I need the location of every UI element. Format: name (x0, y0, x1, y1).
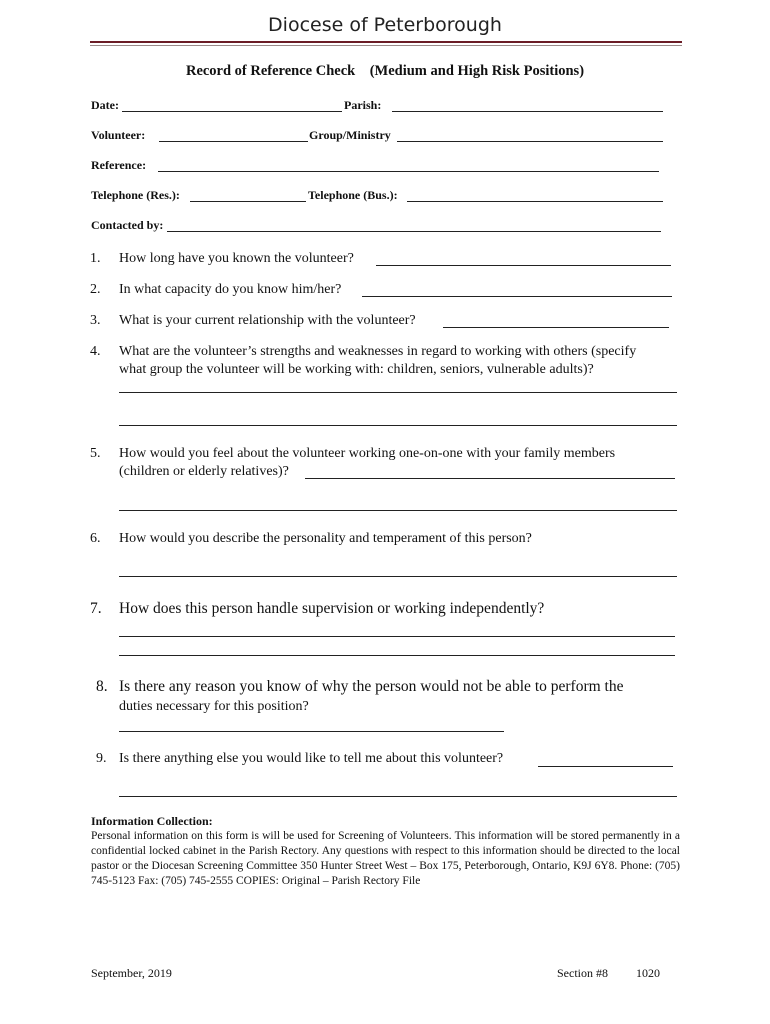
footer-section: Section #8 (557, 966, 608, 980)
answer-line[interactable] (119, 731, 504, 732)
question-number: 4. (90, 344, 101, 359)
reference-label: Reference: (91, 158, 147, 172)
question-text: Is there anything else you would like to tell me about this volunteer? (119, 751, 504, 766)
question-text: How would you feel about the volunteer working one-on-one with your family members (119, 446, 616, 461)
answer-line[interactable] (443, 327, 669, 328)
question-text: Is there any reason you know of why the person would not be able to perform the (119, 678, 624, 695)
date-label: Date: (91, 98, 119, 112)
question-number: 8. (96, 678, 108, 695)
question-text: In what capacity do you know him/her? (119, 282, 342, 297)
answer-line[interactable] (119, 392, 677, 393)
information-collection-text: Personal information on this form is will be used for Screening of Volunteers. This information will be stored permanently in a confidential locked cabinet in the Parish Rectory. Any questions with respect to this information should be directed to the local pastor or the Diocesan Screening Committee 350 Hunter Street West – Box 175, Peterborough, Ontario, K9J 6Y8. Phone: (705) 745-5123 Fax: (705) 745-2555 COPIES: Original – Parish Rectory File (91, 830, 680, 887)
telephone-bus-label: Telephone (Bus.): (308, 188, 398, 202)
footer-page-number: 1020 (636, 966, 660, 980)
date-field[interactable] (122, 111, 342, 112)
header-rule-shadow (90, 45, 682, 46)
question-text: How long have you known the volunteer? (119, 251, 354, 266)
answer-line[interactable] (362, 296, 672, 297)
question-text: What are the volunteer’s strengths and weaknesses in regard to working with others (specify (119, 344, 637, 359)
parish-field[interactable] (392, 111, 663, 112)
answer-line[interactable] (119, 796, 677, 797)
answer-line[interactable] (119, 636, 675, 637)
header-rule (90, 41, 682, 43)
question-text-continued: (children or elderly relatives)? (119, 464, 289, 479)
telephone-res-field[interactable] (190, 201, 306, 202)
question-text: How would you describe the personality and temperament of this person? (119, 531, 532, 546)
information-collection-heading: Information Collection: (91, 814, 213, 828)
question-text: How does this person handle supervision or working independently? (119, 600, 545, 617)
answer-line[interactable] (119, 510, 677, 511)
answer-line[interactable] (538, 766, 673, 767)
question-number: 2. (90, 282, 101, 297)
telephone-bus-field[interactable] (407, 201, 663, 202)
parish-label: Parish: (344, 98, 382, 112)
group-ministry-field[interactable] (397, 141, 663, 142)
answer-line[interactable] (305, 478, 675, 479)
volunteer-label: Volunteer: (91, 128, 146, 142)
question-number: 6. (90, 531, 101, 546)
question-number: 9. (96, 751, 107, 766)
answer-line[interactable] (376, 265, 671, 266)
question-number: 3. (90, 313, 101, 328)
answer-line[interactable] (119, 576, 677, 577)
question-number: 5. (90, 446, 101, 461)
reference-field[interactable] (158, 171, 659, 172)
form-title: Record of Reference Check (Medium and High Risk Positions) (185, 63, 585, 79)
volunteer-field[interactable] (159, 141, 308, 142)
telephone-res-label: Telephone (Res.): (91, 188, 180, 202)
answer-line[interactable] (119, 655, 675, 656)
footer-date: September, 2019 (91, 966, 172, 980)
contacted-by-field[interactable] (167, 231, 661, 232)
contacted-by-label: Contacted by: (91, 218, 164, 232)
question-number: 1. (90, 251, 101, 266)
organization-title: Diocese of Peterborough (268, 14, 502, 36)
question-text: What is your current relationship with the volunteer? (119, 313, 416, 328)
group-ministry-label: Group/Ministry (309, 128, 391, 142)
question-text-continued: what group the volunteer will be working with: children, seniors, vulnerable adults)? (119, 362, 594, 377)
question-text-continued: duties necessary for this position? (119, 699, 309, 714)
question-number: 7. (90, 600, 102, 617)
answer-line[interactable] (119, 425, 677, 426)
